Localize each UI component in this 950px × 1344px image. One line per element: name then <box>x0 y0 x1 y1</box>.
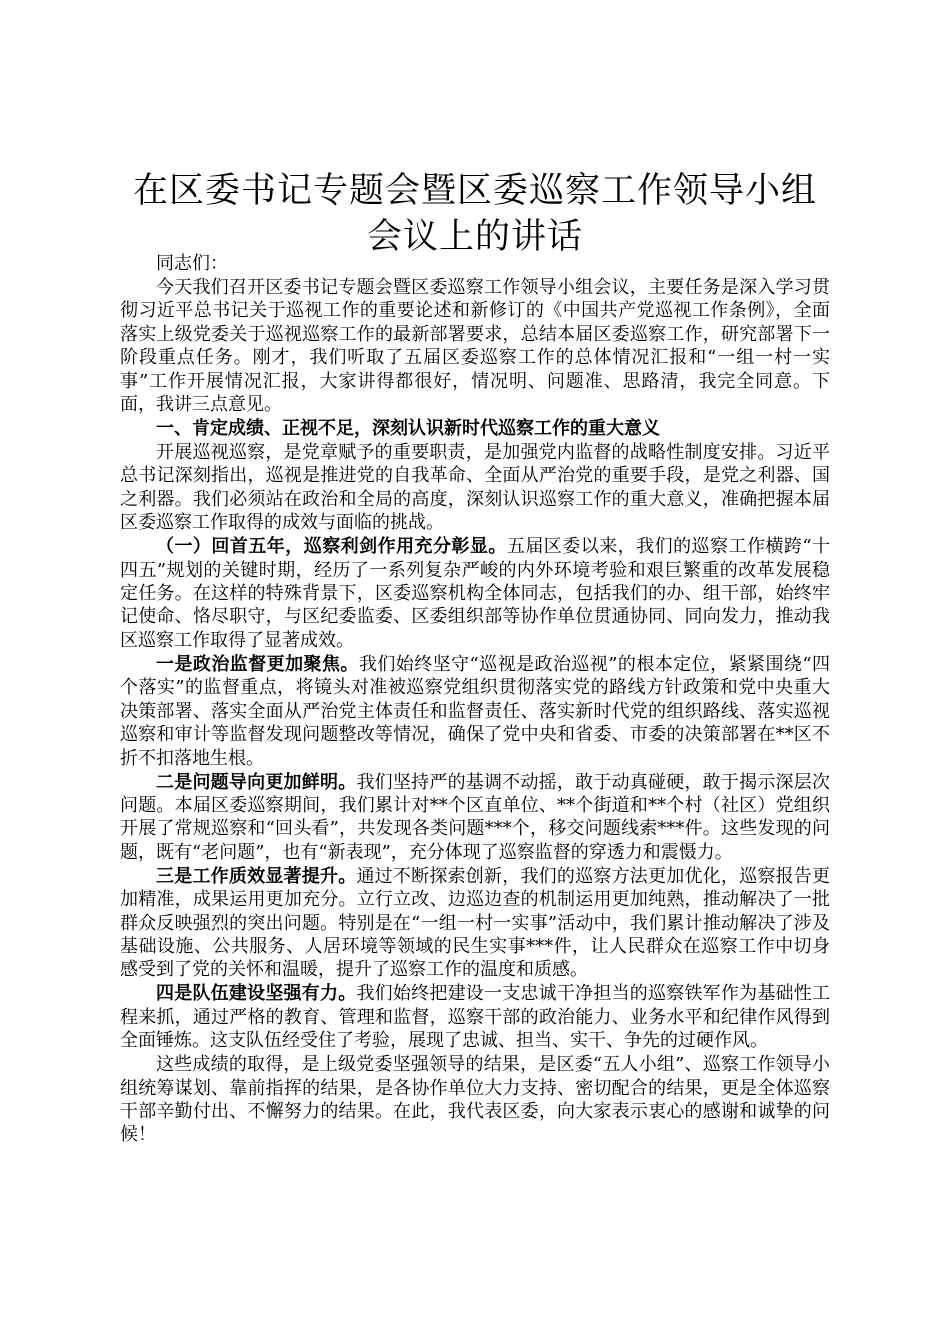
item-4-text: 我们始终把建设一支忠诚干净担当的巡察铁军作为基础性工程来抓，通过严格的教育、管理和监督，巡察干部的政治能力、业务水平和纪律作风得到全面锤炼。这支队伍经受住了考验，展现了忠诚、担当、实干、争先的过硬作风。 <box>120 983 831 1052</box>
paragraph-item-3 <box>120 865 830 982</box>
item-4-lead: 四是队伍建设坚强有力。 <box>156 983 357 1005</box>
document-body <box>120 252 830 1147</box>
section-heading-1: 一、肯定成绩、正视不足，深刻认识新时代巡察工作的重大意义 <box>156 418 660 440</box>
item-2-lead: 二是问题导向更加鲜明。 <box>156 771 357 793</box>
paragraph-item-4 <box>120 982 830 1052</box>
item-2-text: 我们坚持严的基调不动摇，敢于动真碰硬，敢于揭示深层次问题。本届区委巡察期间，我们累计对**个区直单位、**个街道和**个村（社区）党组织开展了常规巡察和“回头看”，共发现各类问题***个，移交问题线索***件。这些发现的问题，既有“老问题”，也有“新表现”，充分体现了巡察监督的穿透力和震慑力。 <box>120 771 831 863</box>
item-1-lead: 一是政治监督更加聚焦。 <box>156 653 359 675</box>
paragraph-section-1: 开展巡视巡察，是党章赋予的重要职责，是加强党内监督的战略性制度安排。习近平总书记深刻指出，巡视是推进党的自我革命、全面从严治党的重要手段，是党之利器、国之利器。我们必须站在政治和全局的高度，深刻认识巡察工作的重大意义，准确把握本届区委巡察工作取得的成效与面临的挑战。 <box>120 442 830 534</box>
item-1-text: 我们始终坚守“巡视是政治巡视”的根本定位，紧紧围绕“四个落实”的监督重点，将镜头对准被巡察党组织贯彻落实党的路线方针政策和党中央重大决策部署、落实全面从严治党主体责任和监督责任、落实新时代党的组织路线、落实巡视巡察和审计等监督发现问题整改等情况，确保了党中央和省委、市委的决策部署在**区不折不扣落地生根。 <box>120 653 830 769</box>
subsection-1-lead: （一）回首五年，巡察利剑作用充分彰显。 <box>156 536 507 558</box>
paragraph-item-2 <box>120 771 830 865</box>
greeting: 同志们： <box>156 253 228 274</box>
subsection-1-text: 五届区委以来，我们的巡察工作横跨“十四五”规划的关键时期，经历了一系列复杂严峻的内外环境考验和艰巨繁重的改革发展稳定任务。在这样的特殊背景下，区委巡察机构全体同志，包括我们的办、组干部，始终牢记使命、恪尽职守，与区纪委监委、区委组织部等协作单位贯通协同、同向发力，推动我区巡察工作取得了显著成效。 <box>120 536 831 651</box>
item-3-text: 通过不断探索创新，我们的巡察方法更加优化，巡察报告更加精准，成果运用更加充分。立行立改、边巡边查的机制运用更加纯熟，推动解决了一批群众反映强烈的突出问题。特别是在“一组一村一实事”活动中，我们累计推动解决了涉及基础设施、公共服务、人居环境等领域的民生实事***件，让人民群众在巡察工作中切身感受到了党的关怀和温暖，提升了巡察工作的温度和质感。 <box>120 865 831 981</box>
paragraph-closing: 这些成绩的取得，是上级党委坚强领导的结果，是区委“五人小组”、巡察工作领导小组统筹谋划、靠前指挥的结果，是各协作单位大力支持、密切配合的结果，更是全体巡察干部辛勤付出、不懈努力的结果。在此，我代表区委，向大家表示衷心的感谢和诚挚的问候！ <box>120 1054 830 1146</box>
document-title: 在区委书记专题会暨区委巡察工作领导小组会议上的讲话 <box>132 171 817 257</box>
paragraph-subsection-1 <box>120 535 830 652</box>
item-3-lead: 三是工作质效显著提升。 <box>156 865 357 887</box>
paragraph-item-1 <box>120 653 830 770</box>
paragraph-intro: 今天我们召开区委书记专题会暨区委巡察工作领导小组会议，主要任务是深入学习贯彻习近平总书记关于巡视工作的重要论述和新修订的《中国共产党巡视工作条例》，全面落实上级党委关于巡视巡察工作的最新部署要求，总结本届区委巡察工作，研究部署下一阶段重点任务。刚才，我们听取了五届区委巡察工作的总体情况汇报和“一组一村一实事”工作开展情况汇报，大家讲得都很好，情况明、问题准、思路清，我完全同意。下面，我讲三点意见。 <box>120 277 830 416</box>
